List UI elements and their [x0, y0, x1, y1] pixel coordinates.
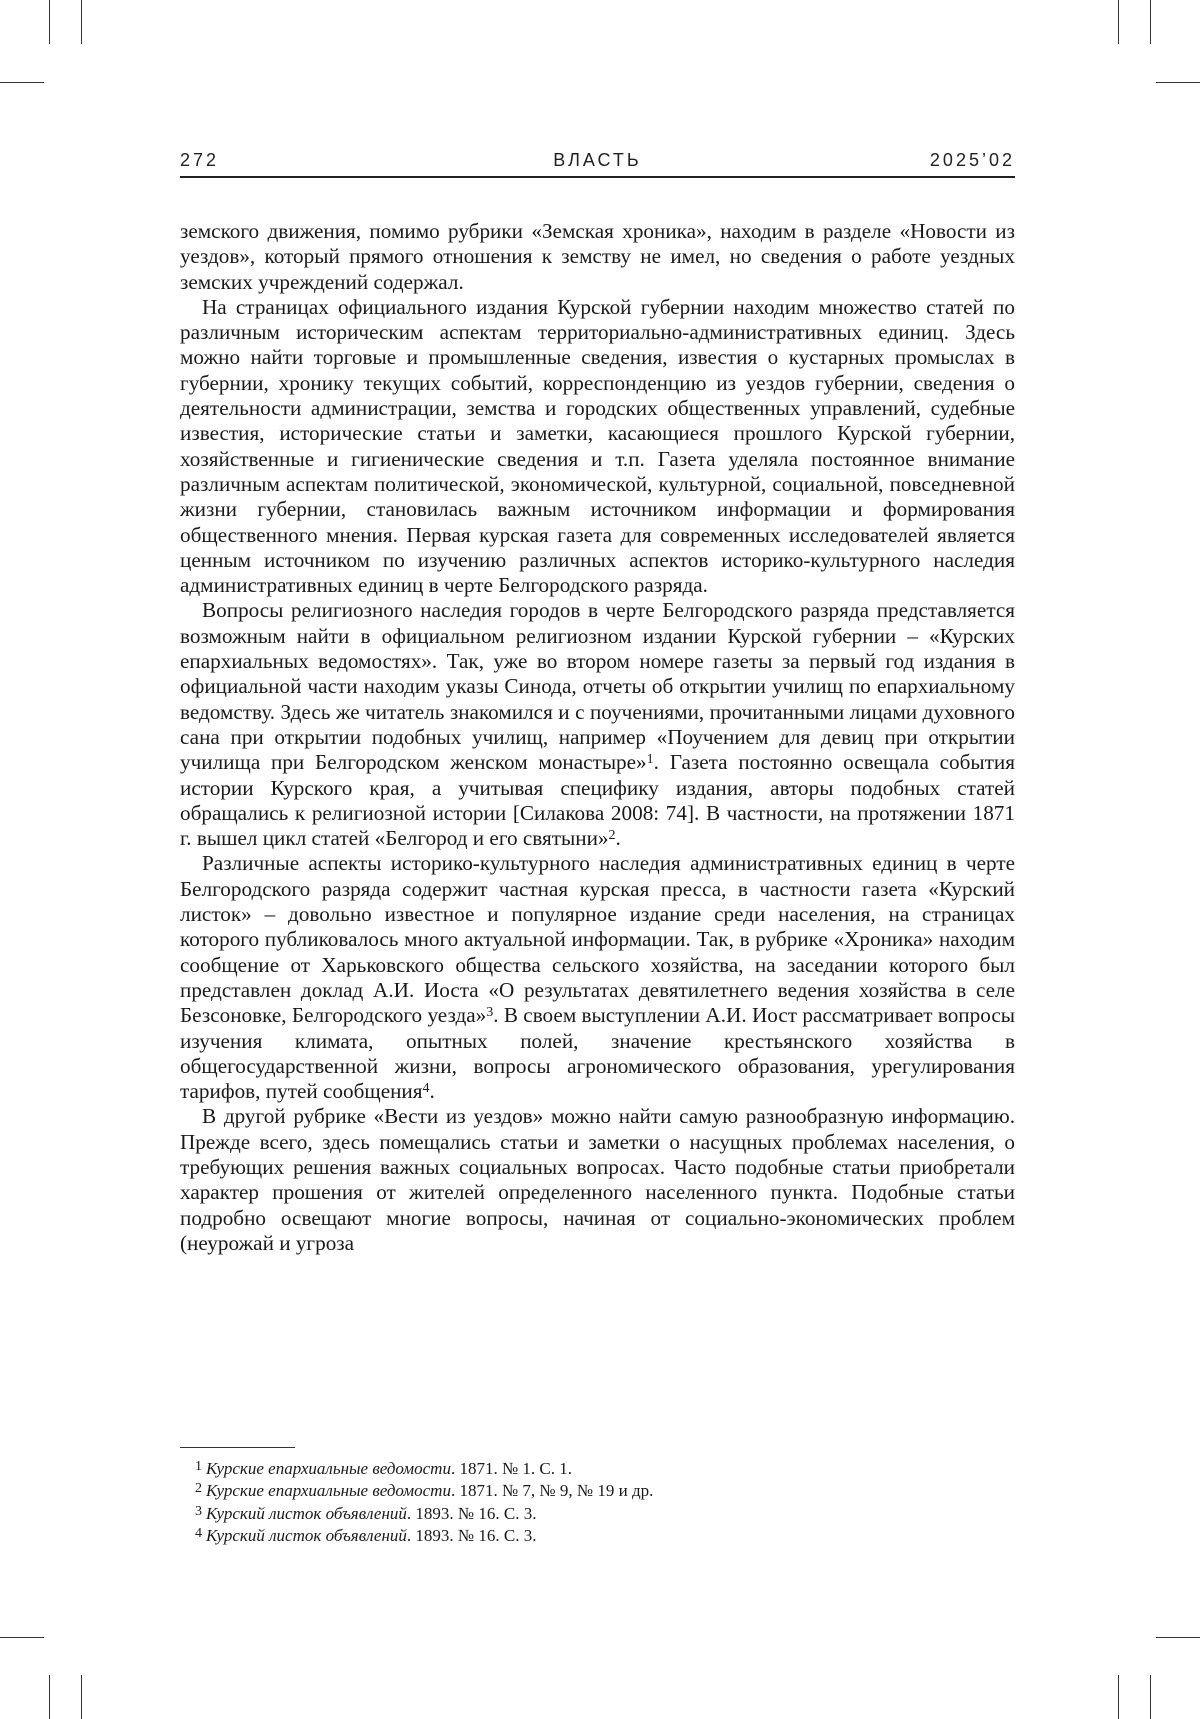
crop-mark	[49, 1675, 50, 1719]
footnote	[195, 1525, 995, 1547]
crop-mark	[1150, 0, 1151, 44]
paragraph-text: На страницах официального издания Курской губернии находим множество статей по различным историческим аспектам территориально-административных единиц. Здесь можно найти торговые и промышленные сведения, известия о кустарных промыслах в губернии, хронику текущих событий, корреспонденцию из уездов губернии, сведения о деятельности администрации, земства и городских общественных управлений, судебные известия, исторические статьи и заметки, касающиеся прошлого Курской губернии, хозяйственные и гигиенические сведения и т.п. Газета уделяла постоянное внимание различным аспектам политической, экономической, культурной, социальной, повседневной жизни губернии, становилась важным источником информации и формирования общественного мнения. Первая курская газета для современных исследователей является ценным источником по изучению различных аспектов историко-культурного наследия административных единиц в черте Белгородского разряда.	[180, 294, 1015, 598]
footnote-source-title: Курские епархиальные ведомости	[206, 1459, 451, 1478]
paragraph	[180, 295, 1015, 599]
paragraph-text: . Газета постоянно освещала события истории Курского края, а учитывая специфику издания, авторы подобных статей обращались к религиозной истории [Силакова 2008: 74]. В частности, на протяжении 1871 г. вышел цикл статей «Белгород и его святыни»	[180, 750, 1015, 851]
crop-mark	[0, 1637, 44, 1638]
crop-mark	[1118, 0, 1119, 44]
footnote-source-title: Курские епархиальные ведомости	[206, 1481, 451, 1501]
journal-title: ВЛАСТЬ	[553, 150, 642, 170]
footnote	[195, 1503, 995, 1525]
crop-mark	[81, 0, 82, 44]
footnotes	[195, 1458, 995, 1547]
crop-mark	[1156, 82, 1200, 83]
paragraph-text: .	[429, 1079, 435, 1104]
page-number: 272	[180, 150, 220, 170]
footnote-rule	[180, 1447, 295, 1448]
footnote-ref: 3	[486, 1005, 494, 1021]
crop-mark	[81, 1675, 82, 1719]
paragraph-text: земского движения, помимо рубрики «Земская хроника», находим в разделе «Новости из уездов», который прямого отношения к земству не имел, но сведения о работе уездных земских учреждений содержал.	[180, 219, 1015, 294]
crop-mark	[1150, 1675, 1151, 1719]
footnote-source-title: Курский листок объявлений	[206, 1503, 407, 1523]
paragraph-text: Вопросы религиозного наследия городов в черте Белгородского разряда представляется возможным найти в официальном религиозном издании Курской губернии – «Курских епархиальных ведомостях». Так, уже во втором номере газеты за первый год издания в официальной части находим указы Синода, отчеты об открытии училищ по епархиальному ведомству. Здесь же читатель знакомился и с поучениями, прочитанными лицами духовного сана при открытии подобных училищ, например «Поучением для девиц при открытии училища при Белгородском женском монастыре»	[180, 598, 1015, 775]
footnote-number: 2	[195, 1481, 202, 1497]
paragraph	[180, 1104, 1015, 1256]
paragraph	[180, 219, 1015, 295]
footnote-details: . 1893. № 16. С. 3.	[406, 1503, 537, 1523]
footnote-details: . 1893. № 16. С. 3.	[406, 1525, 537, 1545]
crop-mark	[1118, 1675, 1119, 1719]
paragraph-text: . В своем выступлении А.И. Иост рассматривает вопросы изучения климата, опытных полей, значение крестьянского хозяйства в общегосударственной жизни, вопросы агрономического образования, урегулирования тарифов, путей сообщения	[180, 1003, 1015, 1104]
header-rule	[180, 176, 1015, 178]
crop-mark	[49, 0, 50, 44]
footnote-number: 4	[195, 1525, 202, 1541]
crop-mark	[1156, 1637, 1200, 1638]
article-body	[180, 219, 1015, 1256]
footnote-number: 3	[195, 1503, 202, 1519]
footnote	[195, 1458, 995, 1480]
footnote-source-title: Курский листок объявлений	[206, 1525, 407, 1545]
paragraph-text: .	[615, 826, 621, 851]
footnote-number: 1	[195, 1459, 202, 1474]
paragraph-text: В другой рубрике «Вести из уездов» можно найти самую разнообразную информацию. Прежде всего, здесь помещались статьи и заметки о насущных проблемах населения, о требующих решения важных социальных вопросах. Часто подобные статьи приобретали характер прошения от жителей определенного населенного пункта. Подобные статьи подробно освещают многие вопросы, начиная от социально-экономических проблем (неурожай и угроза	[180, 1104, 1015, 1255]
footnote-ref: 1	[646, 752, 654, 768]
footnote-details: . 1871. № 7, № 9, № 19 и др.	[450, 1481, 654, 1501]
running-header	[180, 150, 1015, 174]
issue-number: 2025’02	[929, 150, 1015, 170]
paragraph-text: Различные аспекты историко-культурного наследия административных единиц в черте Белгородского разряда содержит частная курская пресса, в частности газета «Курский листок» – довольно известное и популярное издание среди населения, на страницах которого публиковалось много актуальной информации. Так, в рубрике «Хроника» находим сообщение от Харьковского общества сельского хозяйства, на заседании которого был представлен доклад А.И. Иоста «О результатах девятилетнего ведения хозяйства в селе Безсоновке, Белгородского уезда»	[180, 851, 1015, 1028]
crop-mark	[0, 82, 44, 83]
footnote-ref: 4	[422, 1081, 430, 1097]
footnote-ref: 2	[608, 828, 616, 844]
paragraph	[180, 851, 1015, 1104]
footnote	[195, 1480, 995, 1502]
footnote-details: . 1871. № 1. С. 1.	[450, 1459, 573, 1478]
paragraph	[180, 598, 1015, 851]
